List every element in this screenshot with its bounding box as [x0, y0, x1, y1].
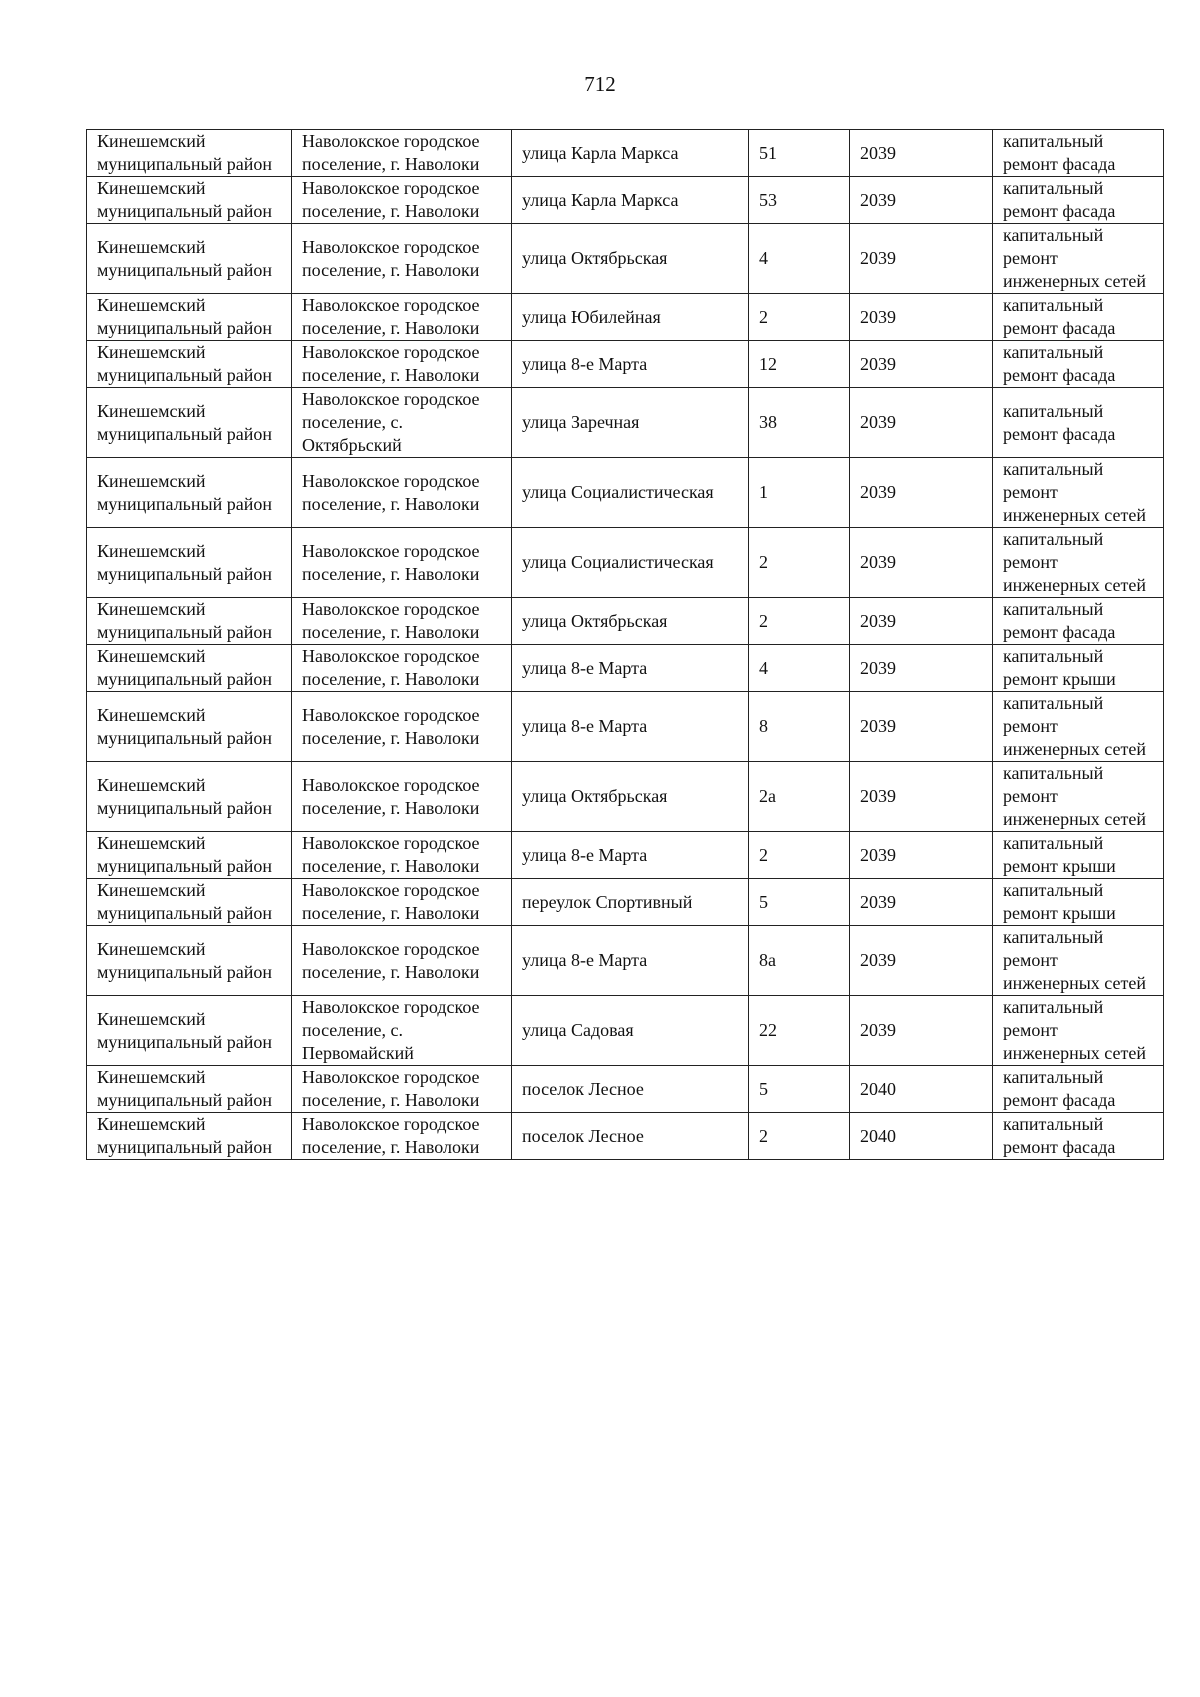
- table-row: [87, 528, 1164, 598]
- year-cell-text: 2040: [860, 1078, 896, 1099]
- street-cell: [512, 294, 749, 341]
- district-cell: [87, 1066, 292, 1113]
- settlement-cell: [292, 341, 512, 388]
- district-cell-text: Кинешемский муниципальный район: [97, 178, 273, 221]
- settlement-cell-text: Наволокское городское поселение, г. Наволоки: [302, 178, 480, 221]
- year-cell-text: 2039: [860, 189, 896, 210]
- work-type-cell: [993, 692, 1164, 762]
- table-row: [87, 996, 1164, 1066]
- house-number-cell: [749, 762, 850, 832]
- work-type-cell: [993, 177, 1164, 224]
- work-type-cell: [993, 130, 1164, 177]
- year-cell-text: 2039: [860, 950, 896, 970]
- year-cell-text: 2039: [860, 482, 896, 502]
- work-type-cell-text: капитальный ремонт инженерных сетей: [1003, 459, 1146, 525]
- work-type-cell: [993, 598, 1164, 645]
- district-cell: [87, 926, 292, 996]
- settlement-cell: [292, 832, 512, 879]
- district-cell-text: Кинешемский муниципальный район: [97, 1067, 273, 1110]
- street-cell-text: улица Октябрьская: [522, 786, 668, 806]
- work-type-cell: [993, 645, 1164, 692]
- settlement-cell-text: Наволокское городское поселение, г. Наволоки: [302, 938, 480, 982]
- district-cell: [87, 528, 292, 598]
- table-row: [87, 224, 1164, 294]
- year-cell: [850, 832, 993, 879]
- year-cell: [850, 926, 993, 996]
- district-cell: [87, 645, 292, 692]
- work-type-cell: [993, 224, 1164, 294]
- house-number-cell: [749, 692, 850, 762]
- house-number-cell: [749, 1113, 850, 1160]
- table-row: [87, 130, 1164, 177]
- work-type-cell-text: капитальный ремонт фасада: [1003, 131, 1116, 174]
- settlement-cell-text: Наволокское городское поселение, г. Наволоки: [302, 1114, 480, 1157]
- work-type-cell-text: капитальный ремонт фасада: [1003, 400, 1116, 444]
- house-number-cell-text: 2: [759, 552, 768, 572]
- street-cell-text: улица Октябрьская: [522, 248, 668, 268]
- work-type-cell: [993, 926, 1164, 996]
- work-type-cell-text: капитальный ремонт инженерных сетей: [1003, 693, 1146, 759]
- table-row: [87, 598, 1164, 645]
- table-row: [87, 832, 1164, 879]
- district-cell-text: Кинешемский муниципальный район: [97, 1008, 273, 1052]
- year-cell: [850, 598, 993, 645]
- settlement-cell: [292, 996, 512, 1066]
- street-cell: [512, 341, 749, 388]
- work-type-cell-text: капитальный ремонт фасада: [1003, 599, 1116, 642]
- house-number-cell: [749, 598, 850, 645]
- settlement-cell: [292, 926, 512, 996]
- settlement-cell: [292, 388, 512, 458]
- work-type-cell-text: капитальный ремонт инженерных сетей: [1003, 927, 1146, 993]
- year-cell: [850, 458, 993, 528]
- district-cell: [87, 832, 292, 879]
- district-cell-text: Кинешемский муниципальный район: [97, 540, 273, 584]
- street-cell-text: улица Социалистическая: [522, 552, 714, 572]
- table-row: [87, 341, 1164, 388]
- year-cell-text: 2039: [860, 552, 896, 572]
- work-type-cell: [993, 879, 1164, 926]
- house-number-cell: [749, 341, 850, 388]
- work-type-cell: [993, 388, 1164, 458]
- house-number-cell: [749, 879, 850, 926]
- district-cell: [87, 388, 292, 458]
- house-number-cell-text: 12: [759, 353, 777, 374]
- district-cell-text: Кинешемский муниципальный район: [97, 938, 273, 982]
- house-number-cell: [749, 528, 850, 598]
- district-cell-text: Кинешемский муниципальный район: [97, 599, 273, 642]
- district-cell: [87, 692, 292, 762]
- table-row: [87, 1113, 1164, 1160]
- work-type-cell-text: капитальный ремонт фасада: [1003, 342, 1116, 385]
- work-type-cell-text: капитальный ремонт крыши: [1003, 833, 1116, 876]
- year-cell-text: 2039: [860, 844, 896, 865]
- year-cell: [850, 1113, 993, 1160]
- table-body: [87, 130, 1164, 1160]
- year-cell-text: 2039: [860, 353, 896, 374]
- settlement-cell-text: Наволокское городское поселение, с. Октябрьский: [302, 389, 480, 455]
- settlement-cell-text: Наволокское городское поселение, с. Первомайский: [302, 997, 480, 1063]
- street-cell-text: улица Карла Маркса: [522, 142, 679, 163]
- settlement-cell: [292, 1066, 512, 1113]
- district-cell: [87, 130, 292, 177]
- house-number-cell-text: 1: [759, 482, 768, 502]
- house-number-cell-text: 8: [759, 716, 768, 736]
- district-cell-text: Кинешемский муниципальный район: [97, 342, 273, 385]
- street-cell: [512, 879, 749, 926]
- district-cell: [87, 879, 292, 926]
- street-cell-text: улица 8-е Марта: [522, 353, 648, 374]
- district-cell-text: Кинешемский муниципальный район: [97, 704, 273, 748]
- street-cell: [512, 926, 749, 996]
- table-row: [87, 879, 1164, 926]
- house-number-cell-text: 38: [759, 412, 777, 432]
- year-cell-text: 2039: [860, 142, 896, 163]
- year-cell: [850, 762, 993, 832]
- settlement-cell: [292, 177, 512, 224]
- work-type-cell-text: капитальный ремонт фасада: [1003, 1114, 1116, 1157]
- house-number-cell-text: 2: [759, 306, 768, 327]
- street-cell: [512, 224, 749, 294]
- street-cell-text: улица Октябрьская: [522, 610, 668, 631]
- year-cell-text: 2039: [860, 412, 896, 432]
- work-type-cell-text: капитальный ремонт фасада: [1003, 295, 1116, 338]
- work-type-cell: [993, 1113, 1164, 1160]
- street-cell: [512, 130, 749, 177]
- house-number-cell: [749, 130, 850, 177]
- settlement-cell-text: Наволокское городское поселение, г. Наволоки: [302, 774, 480, 818]
- house-number-cell: [749, 832, 850, 879]
- year-cell-text: 2039: [860, 306, 896, 327]
- year-cell-text: 2039: [860, 1020, 896, 1040]
- house-number-cell-text: 4: [759, 248, 768, 268]
- year-cell: [850, 692, 993, 762]
- settlement-cell: [292, 879, 512, 926]
- settlement-cell-text: Наволокское городское поселение, г. Наволоки: [302, 470, 480, 514]
- street-cell: [512, 177, 749, 224]
- settlement-cell-text: Наволокское городское поселение, г. Наволоки: [302, 1067, 480, 1110]
- street-cell-text: переулок Спортивный: [522, 891, 693, 912]
- house-number-cell-text: 51: [759, 142, 777, 163]
- district-cell: [87, 762, 292, 832]
- house-number-cell-text: 2а: [759, 786, 776, 806]
- work-type-cell-text: капитальный ремонт крыши: [1003, 646, 1116, 689]
- work-type-cell-text: капитальный ремонт инженерных сетей: [1003, 529, 1146, 595]
- table-row: [87, 762, 1164, 832]
- settlement-cell-text: Наволокское городское поселение, г. Наволоки: [302, 599, 480, 642]
- street-cell-text: улица Садовая: [522, 1020, 634, 1040]
- work-type-cell-text: капитальный ремонт инженерных сетей: [1003, 225, 1146, 291]
- house-number-cell: [749, 1066, 850, 1113]
- street-cell-text: поселок Лесное: [522, 1125, 644, 1146]
- house-number-cell: [749, 224, 850, 294]
- district-cell: [87, 341, 292, 388]
- page-number: 712: [584, 72, 616, 96]
- work-type-cell-text: капитальный ремонт фасада: [1003, 178, 1116, 221]
- work-type-cell: [993, 762, 1164, 832]
- street-cell-text: улица 8-е Марта: [522, 950, 648, 970]
- year-cell: [850, 996, 993, 1066]
- year-cell: [850, 1066, 993, 1113]
- district-cell-text: Кинешемский муниципальный район: [97, 833, 273, 876]
- street-cell: [512, 1066, 749, 1113]
- year-cell-text: 2039: [860, 657, 896, 678]
- district-cell-text: Кинешемский муниципальный район: [97, 774, 273, 818]
- district-cell-text: Кинешемский муниципальный район: [97, 400, 273, 444]
- work-type-cell-text: капитальный ремонт фасада: [1003, 1067, 1116, 1110]
- year-cell: [850, 879, 993, 926]
- district-cell: [87, 177, 292, 224]
- district-cell: [87, 224, 292, 294]
- repair-schedule-table: [86, 129, 1164, 1160]
- house-number-cell-text: 53: [759, 189, 777, 210]
- house-number-cell: [749, 926, 850, 996]
- house-number-cell-text: 5: [759, 1078, 768, 1099]
- work-type-cell: [993, 458, 1164, 528]
- table-row: [87, 294, 1164, 341]
- settlement-cell-text: Наволокское городское поселение, г. Наволоки: [302, 540, 480, 584]
- street-cell: [512, 692, 749, 762]
- work-type-cell: [993, 528, 1164, 598]
- year-cell: [850, 224, 993, 294]
- district-cell-text: Кинешемский муниципальный район: [97, 646, 273, 689]
- year-cell-text: 2040: [860, 1125, 896, 1146]
- settlement-cell: [292, 645, 512, 692]
- year-cell: [850, 341, 993, 388]
- district-cell: [87, 1113, 292, 1160]
- house-number-cell-text: 2: [759, 844, 768, 865]
- street-cell-text: улица 8-е Марта: [522, 657, 648, 678]
- settlement-cell-text: Наволокское городское поселение, г. Наволоки: [302, 833, 480, 876]
- house-number-cell-text: 8а: [759, 950, 776, 970]
- house-number-cell: [749, 388, 850, 458]
- work-type-cell-text: капитальный ремонт крыши: [1003, 880, 1116, 923]
- settlement-cell: [292, 294, 512, 341]
- work-type-cell-text: капитальный ремонт инженерных сетей: [1003, 763, 1146, 829]
- table-row: [87, 692, 1164, 762]
- street-cell-text: улица Юбилейная: [522, 306, 661, 327]
- street-cell: [512, 645, 749, 692]
- street-cell: [512, 598, 749, 645]
- settlement-cell-text: Наволокское городское поселение, г. Наволоки: [302, 342, 480, 385]
- district-cell-text: Кинешемский муниципальный район: [97, 236, 273, 280]
- table-row: [87, 1066, 1164, 1113]
- district-cell: [87, 458, 292, 528]
- house-number-cell: [749, 458, 850, 528]
- table-row: [87, 926, 1164, 996]
- district-cell-text: Кинешемский муниципальный район: [97, 470, 273, 514]
- street-cell-text: улица 8-е Марта: [522, 716, 648, 736]
- year-cell-text: 2039: [860, 248, 896, 268]
- settlement-cell: [292, 224, 512, 294]
- table-row: [87, 458, 1164, 528]
- settlement-cell: [292, 528, 512, 598]
- year-cell: [850, 130, 993, 177]
- settlement-cell-text: Наволокское городское поселение, г. Наволоки: [302, 704, 480, 748]
- settlement-cell-text: Наволокское городское поселение, г. Наволоки: [302, 295, 480, 338]
- district-cell: [87, 294, 292, 341]
- table-row: [87, 645, 1164, 692]
- street-cell: [512, 1113, 749, 1160]
- year-cell-text: 2039: [860, 786, 896, 806]
- house-number-cell-text: 5: [759, 891, 768, 912]
- work-type-cell-text: капитальный ремонт инженерных сетей: [1003, 997, 1146, 1063]
- street-cell: [512, 388, 749, 458]
- settlement-cell-text: Наволокское городское поселение, г. Наволоки: [302, 646, 480, 689]
- street-cell: [512, 528, 749, 598]
- street-cell: [512, 458, 749, 528]
- house-number-cell-text: 4: [759, 657, 768, 678]
- settlement-cell: [292, 458, 512, 528]
- district-cell-text: Кинешемский муниципальный район: [97, 880, 273, 923]
- house-number-cell-text: 2: [759, 1125, 768, 1146]
- work-type-cell: [993, 832, 1164, 879]
- district-cell-text: Кинешемский муниципальный район: [97, 131, 273, 174]
- settlement-cell-text: Наволокское городское поселение, г. Наволоки: [302, 880, 480, 923]
- house-number-cell: [749, 177, 850, 224]
- street-cell-text: улица Социалистическая: [522, 482, 714, 502]
- work-type-cell: [993, 341, 1164, 388]
- year-cell-text: 2039: [860, 610, 896, 631]
- settlement-cell: [292, 1113, 512, 1160]
- year-cell: [850, 528, 993, 598]
- street-cell-text: улица Карла Маркса: [522, 189, 679, 210]
- district-cell-text: Кинешемский муниципальный район: [97, 1114, 273, 1157]
- street-cell: [512, 996, 749, 1066]
- street-cell-text: поселок Лесное: [522, 1078, 644, 1099]
- work-type-cell: [993, 294, 1164, 341]
- work-type-cell: [993, 996, 1164, 1066]
- street-cell: [512, 832, 749, 879]
- year-cell-text: 2039: [860, 716, 896, 736]
- work-type-cell: [993, 1066, 1164, 1113]
- table-row: [87, 177, 1164, 224]
- settlement-cell: [292, 762, 512, 832]
- settlement-cell: [292, 692, 512, 762]
- settlement-cell: [292, 598, 512, 645]
- street-cell-text: улица 8-е Марта: [522, 844, 648, 865]
- house-number-cell-text: 2: [759, 610, 768, 631]
- year-cell-text: 2039: [860, 891, 896, 912]
- district-cell: [87, 598, 292, 645]
- settlement-cell-text: Наволокское городское поселение, г. Наволоки: [302, 236, 480, 280]
- district-cell: [87, 996, 292, 1066]
- table-row: [87, 388, 1164, 458]
- house-number-cell-text: 22: [759, 1020, 777, 1040]
- house-number-cell: [749, 294, 850, 341]
- house-number-cell: [749, 645, 850, 692]
- year-cell: [850, 388, 993, 458]
- year-cell: [850, 645, 993, 692]
- year-cell: [850, 294, 993, 341]
- street-cell-text: улица Заречная: [522, 412, 640, 432]
- street-cell: [512, 762, 749, 832]
- year-cell: [850, 177, 993, 224]
- settlement-cell: [292, 130, 512, 177]
- district-cell-text: Кинешемский муниципальный район: [97, 295, 273, 338]
- house-number-cell: [749, 996, 850, 1066]
- settlement-cell-text: Наволокское городское поселение, г. Наволоки: [302, 131, 480, 174]
